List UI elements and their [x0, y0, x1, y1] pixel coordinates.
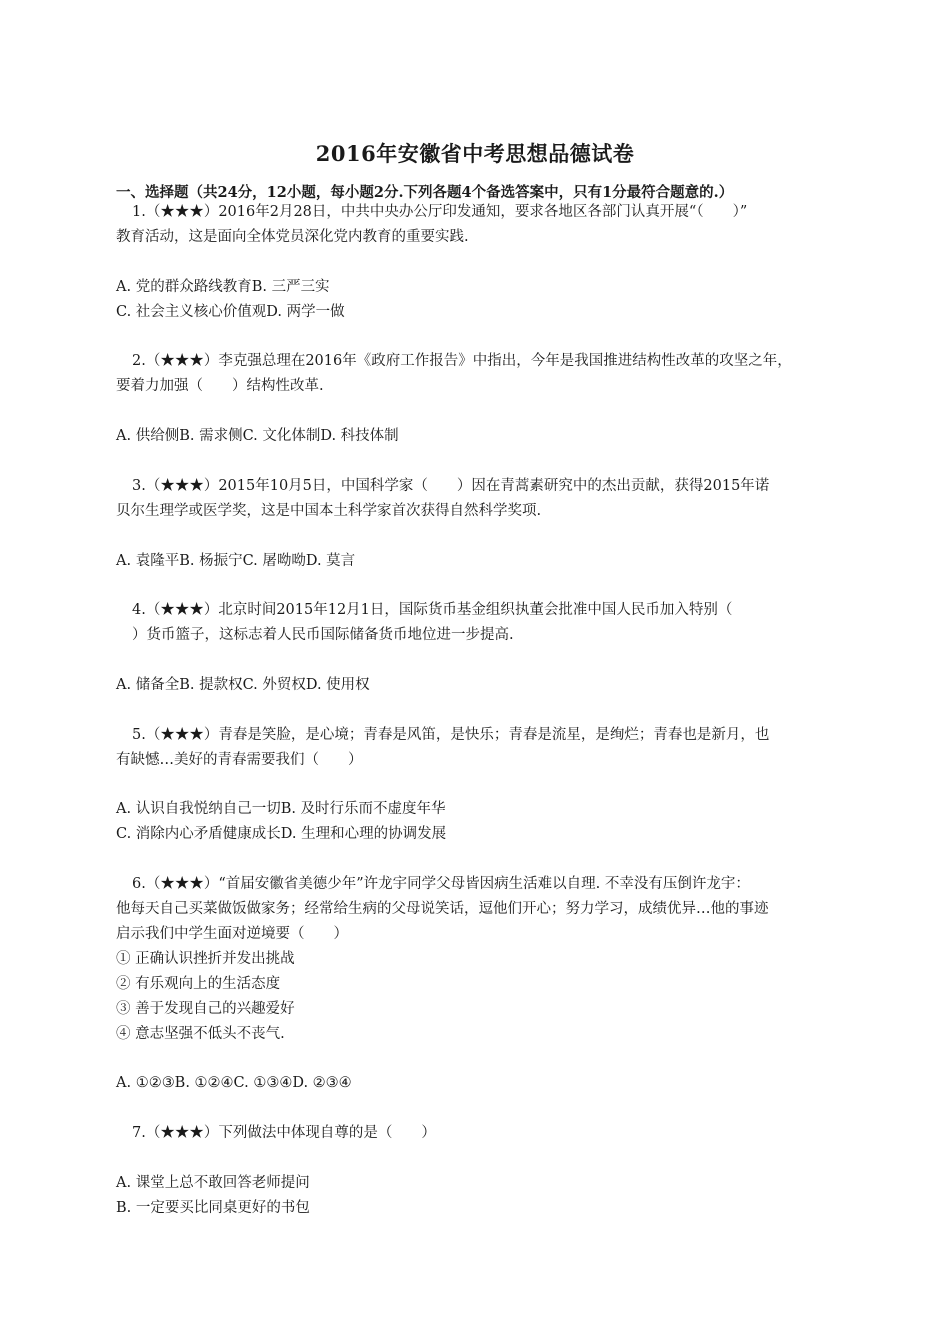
q7-option-2: B. 一定要买比同桌更好的书包 [116, 1200, 310, 1216]
q6-line-2: 他每天自己买菜做饭做家务；经常给生病的父母说笑话，逗他们开心；努力学习，成绩优异…他的事迹 [116, 901, 769, 917]
q6-line-3: 启示我们中学生面对逆境要（ ） [116, 926, 348, 942]
q3-line-2: 贝尔生理学或医学奖，这是中国本土科学家首次获得自然科学奖项. [116, 503, 542, 519]
q4-line-1: 4.（★★★）北京时间2015年12月1日，国际货币基金组织执董会批准中国人民币加入特别（ [132, 602, 733, 618]
q6-statement-4: ④ 意志坚强不低头不丧气. [116, 1026, 285, 1042]
q7-line-1: 7.（★★★）下列做法中体现自尊的是（ ） [132, 1125, 436, 1141]
q6-statement-2: ② 有乐观向上的生活态度 [116, 976, 281, 992]
q2-option-1: A. 供给侧B. 需求侧C. 文化体制D. 科技体制 [116, 428, 399, 444]
q3-option-1: A. 袁隆平B. 杨振宁C. 屠呦呦D. 莫言 [116, 553, 356, 569]
q7-option-1: A. 课堂上总不敢回答老师提问 [116, 1175, 310, 1191]
q5-option-2: C. 消除内心矛盾健康成长D. 生理和心理的协调发展 [116, 826, 447, 842]
q5-option-1: A. 认识自我悦纳自己一切B. 及时行乐而不虚度年华 [116, 801, 446, 817]
q6-line-1: 6.（★★★）“首届安徽省美德少年”许龙宇同学父母皆因病生活难以自理. 不幸没有压倒许龙宇： [132, 876, 750, 892]
section-heading: 一、选择题（共24分，12小题，每小题2分.下列各题4个备选答案中，只有1分最符合题意的.） [116, 184, 734, 201]
q5-line-2: 有缺憾…美好的青春需要我们（ ） [116, 752, 363, 768]
q1-option-2: C. 社会主义核心价值观D. 两学一做 [116, 304, 345, 320]
page-title: 2016年安徽省中考思想品德试卷 [315, 141, 635, 166]
q6-statement-3: ③ 善于发现自己的兴趣爱好 [116, 1001, 295, 1017]
q2-line-1: 2.（★★★）李克强总理在2016年《政府工作报告》中指出，今年是我国推进结构性改革的攻坚之年， [132, 353, 792, 369]
q5-line-1: 5.（★★★）青春是笑脸，是心境；青春是风笛，是快乐；青春是流星，是绚烂；青春也是新月，也 [132, 727, 770, 743]
q1-line-2: 教育活动，这是面向全体党员深化党内教育的重要实践. [116, 229, 469, 245]
q2-line-2: 要着力加强（ ）结构性改革. [116, 378, 324, 394]
q1-option-1: A. 党的群众路线教育B. 三严三实 [116, 279, 330, 295]
q4-option-1: A. 储备全B. 提款权C. 外贸权D. 使用权 [116, 677, 370, 693]
q4-line-2: ）货币篮子，这标志着人民币国际储备货币地位进一步提高. [132, 627, 514, 643]
q3-line-1: 3.（★★★）2015年10月5日，中国科学家（ ）因在青蒿素研究中的杰出贡献，获得2015年诺 [132, 478, 770, 494]
q6-option-1: A. ①②③B. ①②④C. ①③④D. ②③④ [116, 1075, 352, 1091]
q6-statement-1: ① 正确认识挫折并发出挑战 [116, 951, 295, 967]
q1-line-1: 1.（★★★）2016年2月28日，中共中央办公厅印发通知，要求各地区各部门认真开展“（ ）” [132, 204, 748, 220]
